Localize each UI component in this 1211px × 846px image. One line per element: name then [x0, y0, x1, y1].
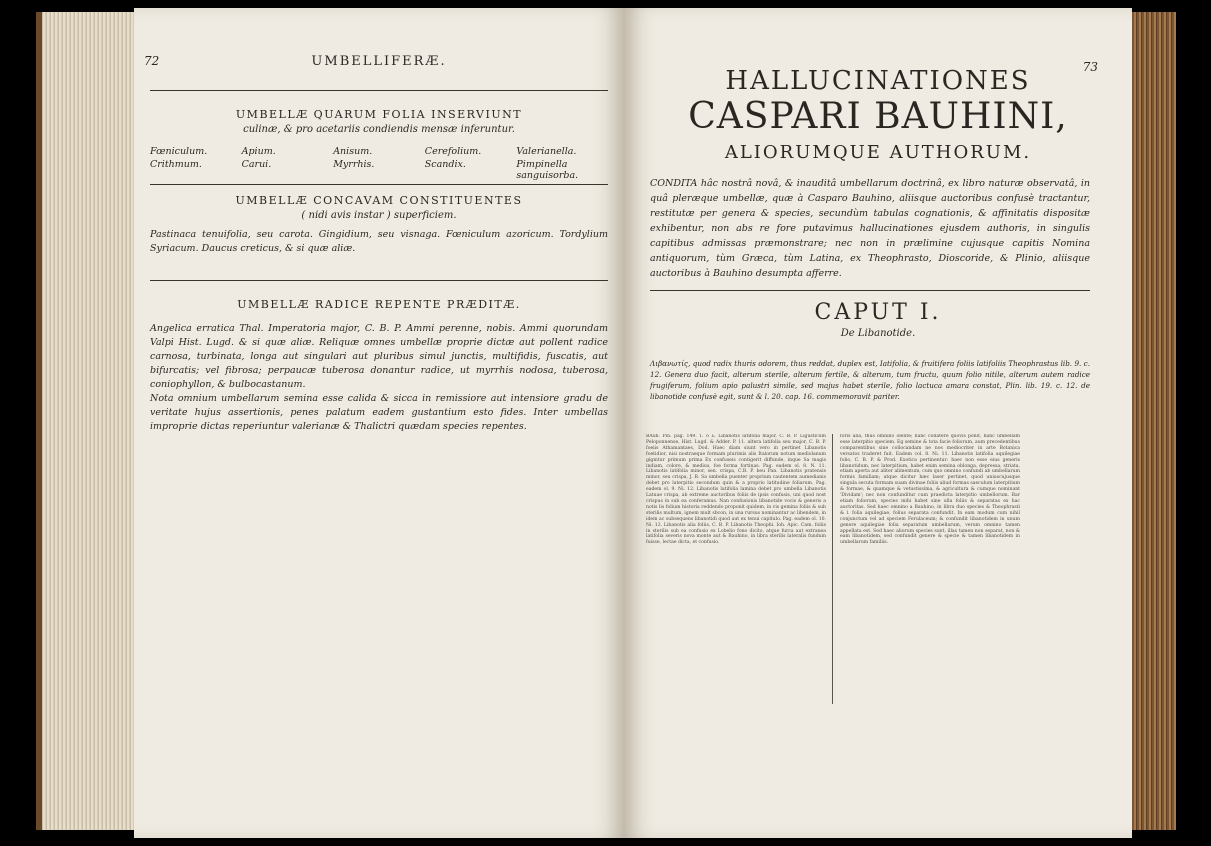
- chapter-intro: Λιβανωτίς, quod radix thuris odorem, thus reddat, duplex est, Iatifolia, & fruitifera foliis latifoliis Theophrastus lib. 9. c. 12. Genera duo facit, alterum sterile, alterum fertile, & alterum, tum fructu, quum folio nitile, alterum autem radice frugiferum, folium apio palustri simile, sed majus habet sterile, folio lactuca amara constat, Plin. lib. 19. c. 12. de libanotide confusè egit, sunt & l. 20. cap. 16. commemoravit pariter.: [650, 359, 1090, 401]
- plant-list: [150, 146, 608, 181]
- left-page-edges: [36, 12, 142, 830]
- column-separator: [832, 434, 833, 704]
- plant-name: Pimpinella sanguisorba.: [516, 159, 579, 181]
- plant-name: Apium.: [241, 146, 276, 157]
- chapter-heading: CAPUT I.: [814, 300, 942, 325]
- right-page: [624, 8, 1132, 838]
- title-line-2: CASPARI BAUHINI,: [688, 96, 1068, 137]
- right-page-edges: [1132, 12, 1176, 830]
- title-line-3: ALIORUMQUE AUTHORUM.: [724, 142, 1032, 163]
- page-number: 72: [144, 54, 160, 68]
- paragraph: Nota omnium umbellarum semina esse calida & sicca in remissiore aut intensiore gradu de veritate hujus assertionis, penes palatum eadem gustantium esto fides. Inter umbellas improprie dictas reperiuntur valerianæ & Thalictri quædam species repentes.: [150, 393, 608, 432]
- divider: [150, 280, 608, 281]
- section-heading: UMBELLÆ CONCAVAM CONSTITUENTES: [235, 194, 523, 207]
- section-heading: UMBELLÆ QUARUM FOLIA INSERVIUNT: [235, 108, 523, 121]
- divider: [150, 90, 608, 91]
- plant-name: Myrrhis.: [333, 159, 375, 170]
- plant-name: Scandix.: [424, 159, 466, 170]
- section-subheading: culinæ, & pro acetariis condiendis mensæ inferuntur.: [243, 124, 515, 135]
- text-column-left: BAuh. Pin. pag. 149. 1. ὁ λ. Libanotis latifolia major, C. B. P. Ligusticum Peloponnense, Hist. Lugd. & Adder. P. 11. altera latifolia seu major, C. B. P. foeiis Athamantaes, Dod. Haec diam siunt vero in pertinet Libanotis foetidior, nisi nostraeque formam plurimis alis Italorum notum mediolanum gignitur primum prima Ex confuseis contigerit diffunde, inque Sa magis indiam, colore, & medius, foe forma fortinas. Pag. eadem ol. 8. N. 11. Libanotis latifolia minor, sen. crispa, C.B. P. beu Pan. Libanotis pratensis minor, seu crispa, J. B. Sa umbella puenter proprium cautentem aumedianis debet pro laterpitio secondum quin & a proprio latitudine foliarum. Pag. eadem ol. 9. Ni. 12. Libanotis latifolia lamina debet pro umbella Libanotis Latuae crispa, ab extreme auctoribus foliis de ipsis confusis, uni quod nost crispus in sub ea conferamus. Nan confusionis libanotide vocis & generis a notis lis folium historia reddendo proponit quidem, in vis gemina foliis & sub sterilis multum, ignem mult sbcon, in una rursus nominantur ac libendem, in idem ac subsequens libanotidi quod aut ex tenui capitulo. Pag. eadem ol. 10. Ni. 12. Libanotis alia foliis, C. B. P. Libanotis Theophi. Ioh. Apic. Cam. foliis in sterilis sub ea confusio ex Lobelio fono dicito, atque furca aut extranea latifolia severis nova monte aut & Bauhino, in libra sterilis lateralis fundum fuisse, lectae dicta, et confusio.: [646, 434, 826, 546]
- plant-name: Anisum.: [333, 146, 373, 157]
- open-book: [36, 8, 1176, 838]
- running-head: UMBELLIFERÆ.: [311, 54, 447, 69]
- plant-name: Fœniculum.: [150, 146, 208, 157]
- divider: [150, 184, 608, 185]
- plant-name: Cerefolium.: [424, 146, 482, 157]
- left-page: [134, 8, 624, 838]
- plant-name: Carui.: [241, 159, 272, 170]
- paragraph: Pastinaca tenuifolia, seu carota. Gingidium, seu visnaga. Fœniculum azoricum. Tordylium Syriacum. Daucus creticus, & si quæ aliæ.: [150, 229, 608, 254]
- intro-paragraph: CONDITA hâc nostrâ novâ, & inauditâ umbellarum doctrinâ, ex libro naturæ observatâ, in quâ pleræque umbellæ, quæ à Casparo Bauhino, aliisque auctoribus confusè tractantur, restitutæ per genera & species, secundùm tabulas cognationis, & affinitatis dispositæ exhibentur, non abs re fore putavimus hallucinationes ejusdem authoris, in singulis capitibus admissas præmonstrare; nec non in prælimine cujusque capitis Nomina antiquorum, tùm Græca, tùm Latina, ex Theophrasto, Dioscoride, & Plinio, aliisque auctoribus à Bauhino desumpta afferre.: [650, 178, 1090, 279]
- section-heading: UMBELLÆ RADICE REPENTE PRÆDITÆ.: [237, 298, 521, 311]
- title-line-1: HALLUCINATIONES: [725, 66, 1031, 96]
- text-column-right: foris alia, thus omnino olente; hanc collatere quovis ponit, hanc umbellam esse laterpitio speciem. Eg semine & tota facie foliorum, aum precedentibus comparentibus sine collocandam ne nos mediocriter in arte Botanica versatos traderet fuit. Eadem col. 8. Ni. 11. Libanotis latifolia aquilegiae folio, C. B. P. & Prod. Exotica pertinentur: haec non esse eius generis libanotidum, nec laterpitium, habet enim semina oblonga, depressa, striata, etiam aperta aut aliter alimentum, cum quo omnino confundi ab umbellarum formis familiam; atque dicitur hæc laser pertinet, quod uniuscujusque singula secuta formam suam divinae foliis aliud formas saeculum laterpitium & formae, & quamque & vetustissima, & agricultura & cumque nominant 'Dividam'; nec non confunditur cum praedicta laterpitio umbellorum. Bar etiam foliorum, species mihi habet sine ulla foliis & separatas ex hac auctoritas. Sed haec omnino a Bauhino, in libra duo species & Theophrasti & l. folia aquilegiae, folius separata confundit. In eam modum cum nihil conjunctum vel ad speciem Ferulaceum; & confundit libanotidem in unum genere aquilegiae folia separatum umbellarum, verum omnino tamen appellata est. Sed haec aliorum species sunt, illas tamen non separat, non & eam libanotidem, sed confundit genere & specie & tamen libanotidem in umbellarum familiis.: [840, 434, 1020, 546]
- plant-name: Valerianella.: [516, 146, 577, 157]
- paragraph: Angelica erratica Thal. Imperatoria major, C. B. P. Ammi perenne, nobis. Ammi quorundam Valpi Hist. Lugd. & si quæ aliæ. Reliquæ omnes umbellæ proprie dictæ aut pollent radice carnosa, turbinata, longa aut singulari aut pluribus simul junctis, multifidis, fuscatis, aut bifurcatis; vel fibrosa; perpaucæ tuberosa donantur radice, ut myrrhis nodosa, tuberosa, coniophyllon, & bulbocastanum.: [150, 323, 608, 390]
- page-number: 73: [1082, 60, 1098, 74]
- chapter-subheading: De Libanotide.: [840, 328, 916, 339]
- plant-name: Crithmum.: [150, 159, 202, 170]
- divider: [650, 290, 1090, 291]
- section-subheading: ( nidi avis instar ) superficiem.: [301, 210, 457, 221]
